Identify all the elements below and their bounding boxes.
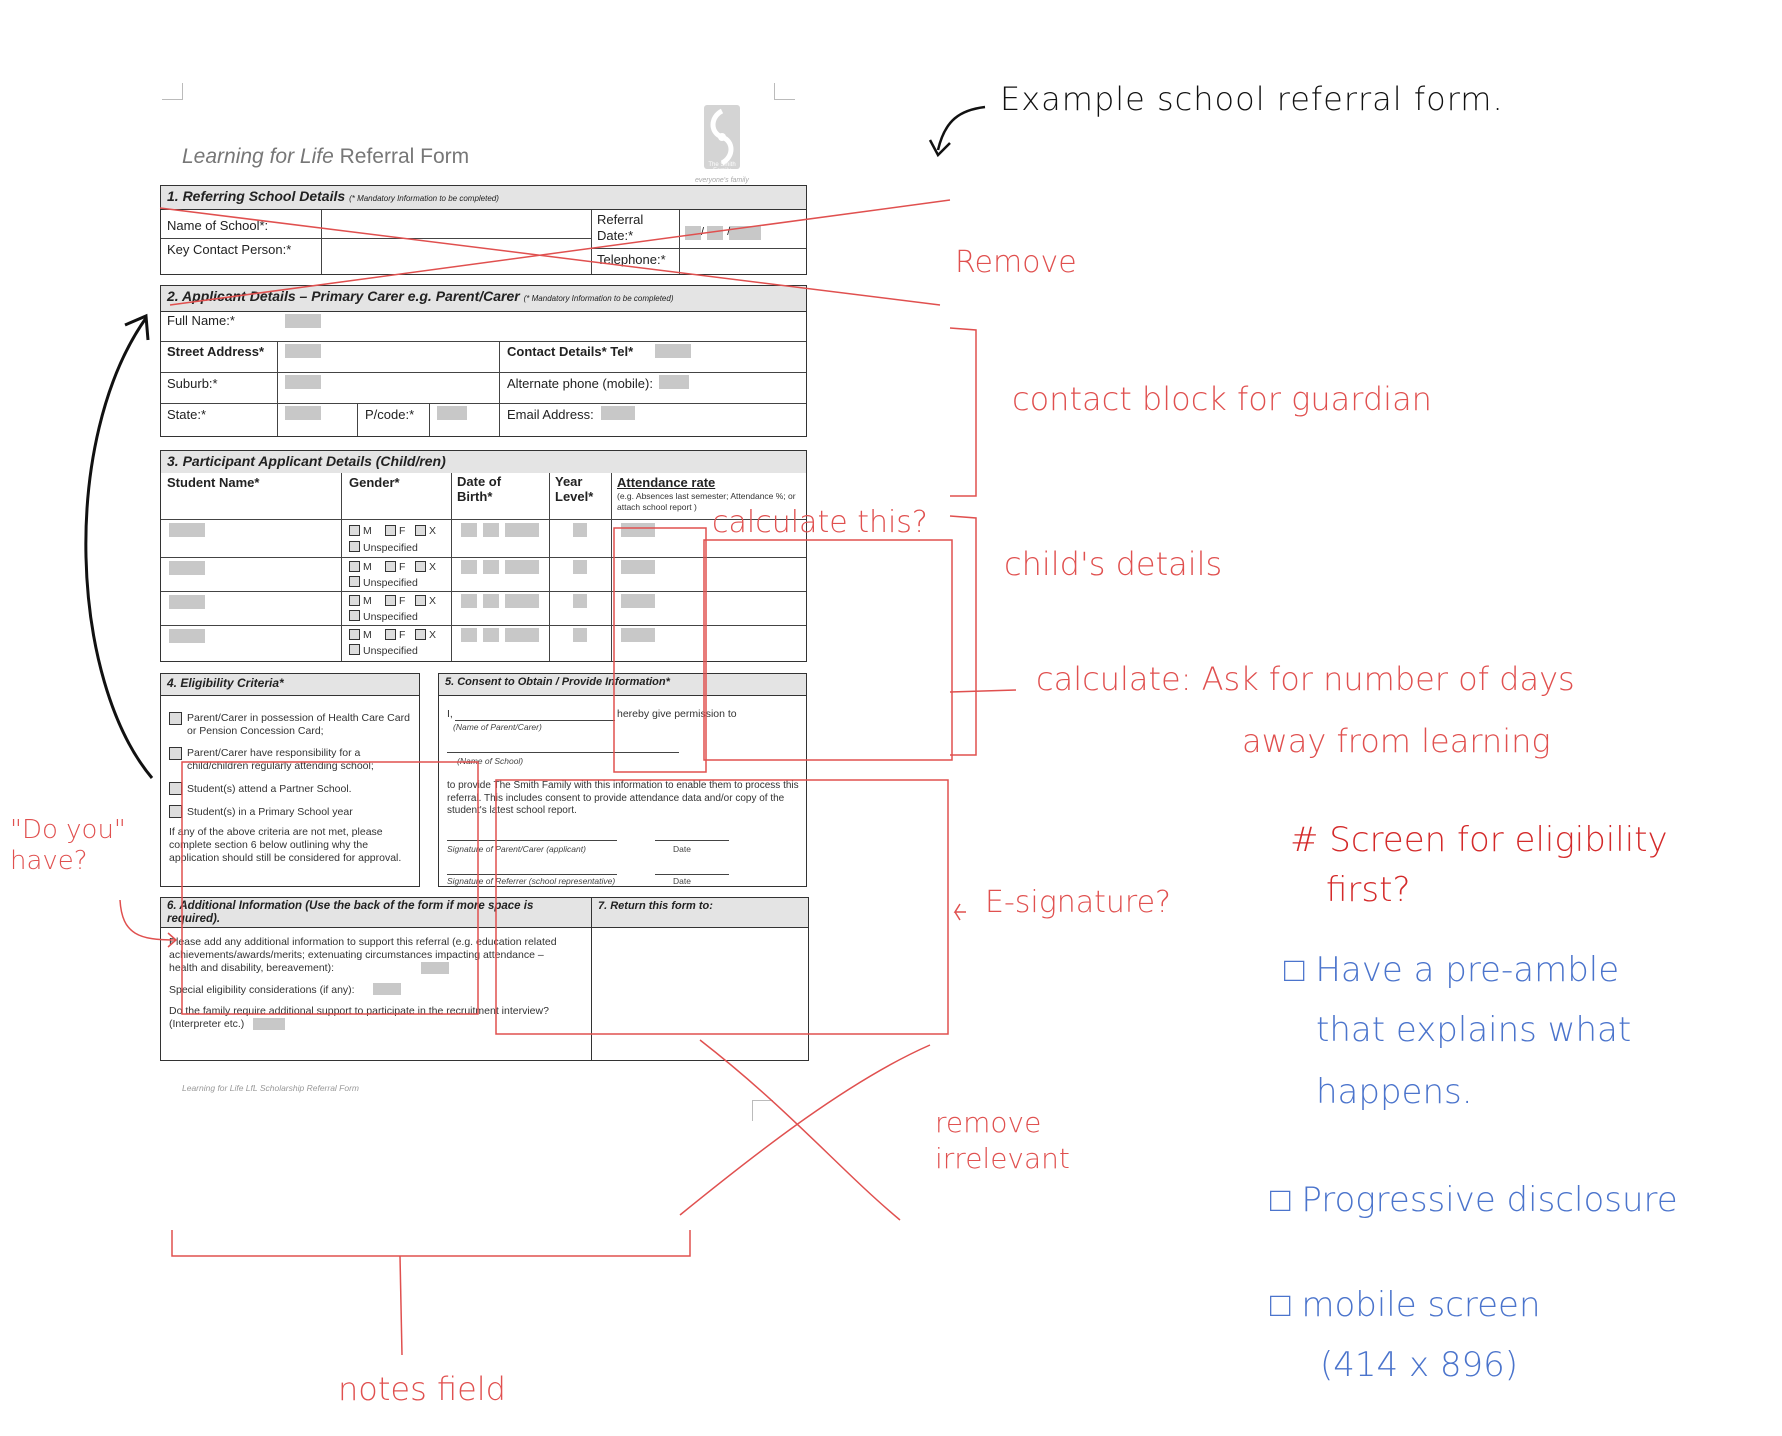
- sig-referrer-caption: Signature of Referrer (school representative): [447, 876, 616, 886]
- col-attendance: Attendance rate: [617, 475, 716, 490]
- annotation-esignature: E-signature?: [985, 885, 1171, 920]
- full-name-label: Full Name:*: [167, 313, 235, 328]
- section-1-title: 1. Referring School Details: [167, 188, 346, 204]
- section-1-note: (* Mandatory Information to be completed): [349, 194, 499, 203]
- street-address-label: Street Address*: [167, 344, 265, 359]
- section-4-title: 4. Eligibility Criteria*: [167, 676, 284, 690]
- referral-date-label: Referral Date:*: [597, 212, 644, 243]
- eligibility-footnote: If any of the above criteria are not met, please complete section 6 below outlining why the application should still be considered for approval.: [169, 826, 402, 865]
- annotation-remove: Remove: [955, 245, 1077, 280]
- annotation-progressive: □ Progressive disclosure: [1270, 1180, 1678, 1220]
- annotation-calculate-line2: away from learning: [1242, 722, 1551, 760]
- logo-tagline: everyone's family: [695, 177, 749, 184]
- date-caption-1: Date: [673, 844, 691, 854]
- consent-suffix: hereby give permission to: [617, 708, 737, 720]
- form-title-rest: Referral Form: [333, 145, 470, 168]
- pcode-label: P/code:*: [365, 407, 415, 422]
- section-2-title: 2. Applicant Details – Primary Carer e.g. Parent/Carer: [167, 288, 520, 304]
- key-contact-label: Key Contact Person:*: [167, 242, 292, 257]
- logo-label: The Smith Family: [708, 162, 736, 174]
- col-student-name: Student Name*: [167, 475, 260, 490]
- annotation-contact-block: contact block for guardian: [1012, 380, 1432, 418]
- notes-bracket-icon: [172, 1230, 690, 1256]
- year-level-highlight: [614, 528, 706, 772]
- contact-details-label: Contact Details* Tel*: [507, 344, 634, 359]
- annotation-screen-line1: # Screen for eligibility: [1290, 820, 1668, 860]
- consent-body: to provide The Smith Family with this information to enable them to process this referral. This includes consent to provide attendance data and/or copy of the student's latest school report.: [447, 780, 799, 816]
- annotation-calculate-this: calculate this?: [712, 505, 928, 540]
- bracket-icon: [950, 516, 976, 755]
- name-of-school-label: Name of School*:: [167, 218, 269, 233]
- attendance-highlight: [704, 540, 952, 760]
- section-7-title: 7. Return this form to:: [598, 900, 713, 912]
- eligibility-item-2: Parent/Carer have responsibility for a child/children regularly attending school;: [187, 747, 374, 773]
- form-footer: Learning for Life LfL Scholarship Referral Form: [182, 1083, 360, 1093]
- annotation-remove-irrelevant: remove irrelevant: [935, 1106, 1070, 1176]
- date-caption-2: Date: [673, 876, 691, 886]
- eligibility-item-1: Parent/Carer in possession of Health Care Card or Pension Concession Card;: [187, 712, 410, 738]
- suburb-label: Suburb:*: [167, 376, 218, 391]
- referral-date-separator: / /: [701, 226, 741, 238]
- eligibility-highlight: [182, 762, 478, 1014]
- remove-irrelevant-cross-icon: [700, 1040, 900, 1220]
- annotation-childs-details: child's details: [1004, 545, 1223, 583]
- special-eligibility-text: Special eligibility considerations (if any):: [169, 984, 355, 996]
- annotation-mobile-line2: (414 x 896): [1320, 1345, 1519, 1385]
- name-school-caption: (Name of School): [457, 756, 524, 766]
- state-label: State:*: [167, 407, 207, 422]
- annotation-notes-field: notes field: [338, 1370, 506, 1408]
- annotation-example-form: Example school referral form.: [1000, 80, 1504, 118]
- email-label: Email Address:: [507, 407, 594, 422]
- alt-phone-label: Alternate phone (mobile):: [507, 376, 653, 391]
- section-6-title: 6. Additional Information (Use the back of the form if more space is required).: [167, 900, 534, 926]
- form-title-italic: Learning for Life: [182, 145, 334, 168]
- telephone-label: Telephone:*: [597, 252, 666, 267]
- annotation-screen-line2: first?: [1326, 870, 1411, 910]
- col-attendance-note: (e.g. Absences last semester; Attendance %; or attach school report ): [617, 491, 796, 513]
- arrow-to-form-icon: [938, 107, 985, 150]
- col-year-level: Year Level*: [555, 474, 594, 504]
- name-parent-caption: (Name of Parent/Carer): [453, 722, 542, 732]
- interview-support-text: Do the family require additional support to participate in the recruitment interview? (Interpreter etc.): [169, 1005, 549, 1031]
- annotation-preamble-line3: happens.: [1316, 1072, 1473, 1112]
- additional-info-text: Please add any additional information to support this referral (e.g. education related achievements/awards/merits; extenuating circumstances impacting attendance – health and disability, bereavement):: [169, 936, 557, 975]
- col-dob: Date of Birth*: [457, 474, 502, 504]
- eligibility-item-4: Student(s) in a Primary School year: [187, 806, 353, 818]
- section-3-box: 3. Participant Applicant Details (Child/ren) Student Name* Gender* Date of Birth* Year Level* Attendance rate (e.g. Absences last semester; Attendance %; or attach school report ) M F X Unspecified M F X Unspecified M F X Unspecified M F X Unspecified: [160, 450, 807, 662]
- annotation-calculate-line1: calculate: Ask for number of days: [1036, 660, 1575, 698]
- sig-parent-caption: Signature of Parent/Carer (applicant): [447, 844, 586, 854]
- bracket-icon: [950, 328, 976, 496]
- annotation-mobile-line1: □ mobile screen: [1270, 1285, 1541, 1325]
- section-3-title: 3. Participant Applicant Details (Child/ren): [167, 453, 446, 469]
- consent-highlight: [496, 780, 948, 1034]
- eligibility-item-3: Student(s) attend a Partner School.: [187, 783, 352, 795]
- consent-prefix: I,: [447, 708, 453, 720]
- annotation-preamble-line2: that explains what: [1316, 1010, 1632, 1050]
- section-5-title: 5. Consent to Obtain / Provide Information*: [445, 676, 670, 688]
- annotation-preamble-line1: □ Have a pre-amble: [1284, 950, 1620, 990]
- section-2-note: (* Mandatory Information to be completed): [523, 294, 674, 303]
- col-gender: Gender*: [349, 475, 400, 490]
- move-up-arrow-icon: [86, 318, 152, 778]
- annotation-do-you-have: "Do you" have?: [10, 815, 126, 877]
